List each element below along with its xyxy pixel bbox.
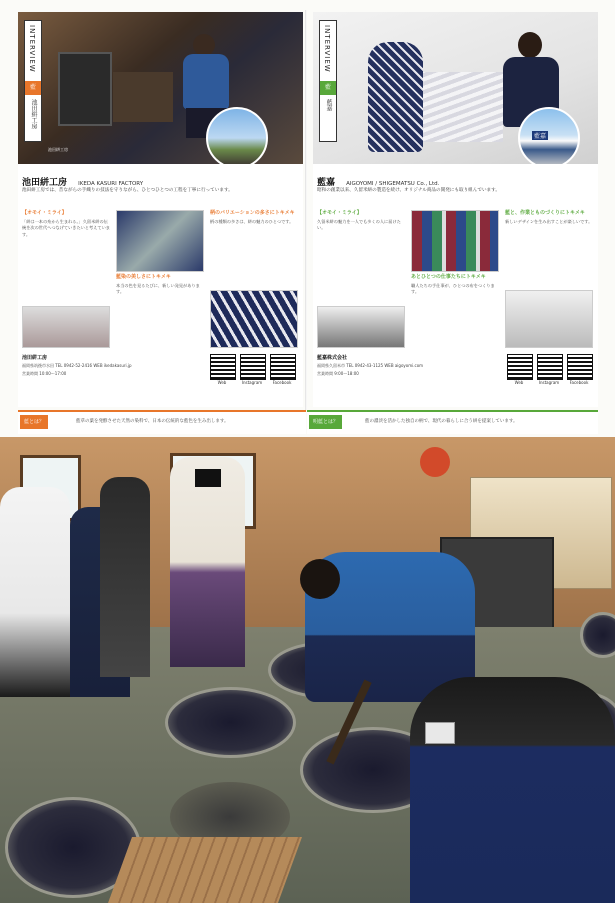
footer-hours: 営業時間 9:00〜18:00 <box>317 371 359 376</box>
man-dark-shirt <box>100 477 150 677</box>
company-name-en: IKEDA KASURI FACTORY <box>78 181 144 187</box>
workbench <box>113 72 173 122</box>
worker-body <box>183 54 229 109</box>
footer-company: 池田絣工房 <box>22 355 48 361</box>
col-title: 【オモイ・ミライ】 <box>317 210 362 216</box>
left-col-3 <box>210 210 298 350</box>
right-name-row <box>317 170 597 186</box>
category-badge: 藍 <box>25 81 41 95</box>
footer-address: 福岡県筑後市水田 TEL 0942-52-2416 WEB ikedakasuri.jp <box>22 363 132 368</box>
vertical-company-name: 池田絣工房 <box>30 99 37 129</box>
col-body: 柄の種類の多さは、絣の魅力のひとつです。 <box>210 219 294 224</box>
category-badge: 藍 <box>320 81 336 95</box>
right-page <box>313 12 598 407</box>
left-col2-text <box>116 274 204 296</box>
left-columns <box>22 210 300 350</box>
right-col-1 <box>317 210 405 350</box>
footer-hours: 営業時間 10:00〜17:00 <box>22 371 67 376</box>
red-fan <box>420 447 450 477</box>
qr-web[interactable] <box>210 354 236 380</box>
man-head <box>518 32 542 58</box>
col-title: あとひとつの仕事たちにトキメキ <box>411 274 486 280</box>
col-body: 職人たちの手仕事が、ひとつの布をつくります。 <box>411 283 495 295</box>
right-col-3 <box>505 210 593 350</box>
woman-white-apron <box>0 487 70 697</box>
interview-label: INTERVIEW <box>323 25 331 73</box>
col-body: 久留米絣の魅力を一人でも多くの人に届けたい。 <box>317 219 401 231</box>
col-body: 本当の色を見るたびに、新しい発見があります。 <box>116 283 200 295</box>
interview-label: INTERVIEW <box>28 25 36 73</box>
left-lead-text: 池田絣工房では、昔ながらの手織りの技法を守りながら、ひとつひとつの工程を丁寧に行っています。 <box>22 188 233 193</box>
right-hero-photo <box>313 12 598 164</box>
man-with-phone <box>410 677 615 903</box>
right-info-band <box>307 410 598 434</box>
camera-icon <box>195 469 221 487</box>
right-columns <box>317 210 595 350</box>
band-label: 藍とは？ <box>20 415 48 429</box>
footer-company: 藍嘉株式会社 <box>317 355 348 361</box>
left-info-band <box>18 410 306 434</box>
qr-instagram[interactable] <box>240 354 266 380</box>
left-col-1 <box>22 210 110 350</box>
band-label: 明藍とは？ <box>309 415 342 429</box>
spine <box>305 10 307 410</box>
store-sign: 藍嘉 <box>534 133 547 140</box>
right-interview-tag <box>319 20 337 142</box>
qr-facebook[interactable] <box>567 354 593 380</box>
qr-label: Instagram <box>538 380 560 385</box>
company-name-en: AIGOYOMI / SHIGEMATSU Co., Ltd. <box>346 181 440 187</box>
indigo-fabric-photo <box>116 210 204 272</box>
group-photo <box>22 306 110 348</box>
staff-group-photo <box>317 306 405 348</box>
col-body: 新しいデザインを生み出すことが楽しいです。 <box>505 219 593 224</box>
band-text: 藍の濃淡を活かした独自の柄で、現代の暮らしに合う絣を提案しています。 <box>365 419 518 424</box>
wooden-pallet <box>108 837 302 903</box>
loom-machine <box>58 52 112 126</box>
left-hero-photo <box>18 12 303 164</box>
smartphone <box>425 722 455 744</box>
vertical-company-name: 藍嘉 <box>325 99 332 111</box>
qr-label: Facebook <box>272 380 292 385</box>
kasuri-pattern-photo <box>210 290 298 348</box>
col-title: 藍染の美しさにトキメキ <box>116 274 171 280</box>
footer-address: 福岡県久留米市 TEL 0942-43-1125 WEB aigoyomi.com <box>317 363 424 368</box>
left-exterior-circle-photo <box>206 107 268 164</box>
band-text: 藍草の葉を発酵させた天然の染料で、日本の伝統的な藍色を生み出します。 <box>76 419 229 424</box>
magazine-spread <box>0 0 615 437</box>
fabric-drape <box>423 72 503 142</box>
col-title: 柄のバリエーションの多さにトキメキ <box>210 210 295 216</box>
qr-web[interactable] <box>507 354 533 380</box>
worker-head <box>193 34 215 56</box>
qr-facebook[interactable] <box>270 354 296 380</box>
kimono-mannequin <box>368 42 423 152</box>
qr-label: Instagram <box>241 380 263 385</box>
fabric-rolls-photo <box>411 210 499 272</box>
col-title: 藍と、作業とものづくりにトキメキ <box>505 210 585 216</box>
company-name-jp: 池田絣工房 <box>22 178 68 188</box>
indigo-vat <box>165 687 296 758</box>
left-col-2 <box>116 210 204 350</box>
left-hero-caption: 池田絣工房 <box>48 147 68 152</box>
dyer-head <box>300 559 340 599</box>
photographer <box>170 457 245 667</box>
right-col2-text <box>411 274 499 296</box>
qr-instagram[interactable] <box>537 354 563 380</box>
qr-label: Web <box>514 380 524 385</box>
left-page <box>18 12 303 407</box>
company-name-jp: 藍嘉 <box>317 178 336 188</box>
right-store-circle-photo <box>518 107 580 164</box>
col-title: 【オモイ・ミライ】 <box>22 210 67 216</box>
workshop-photo <box>0 437 615 903</box>
col-body: 「絣は一本の糸から生まれる。」久留米絣の伝統を次の世代へつなげていきたいと考えています。 <box>22 219 110 237</box>
left-interview-tag <box>24 20 42 142</box>
left-name-row <box>22 170 302 186</box>
right-footer <box>317 354 595 404</box>
right-lead-text: 昭和の創業以来、久留米絣の製造を続け、オリジナル商品の開発にも取り組んでいます。 <box>317 188 500 193</box>
right-col-2 <box>411 210 499 350</box>
qr-label: Web <box>217 380 227 385</box>
left-footer <box>22 354 300 404</box>
design-work-photo <box>505 290 593 348</box>
qr-label: Facebook <box>569 380 589 385</box>
